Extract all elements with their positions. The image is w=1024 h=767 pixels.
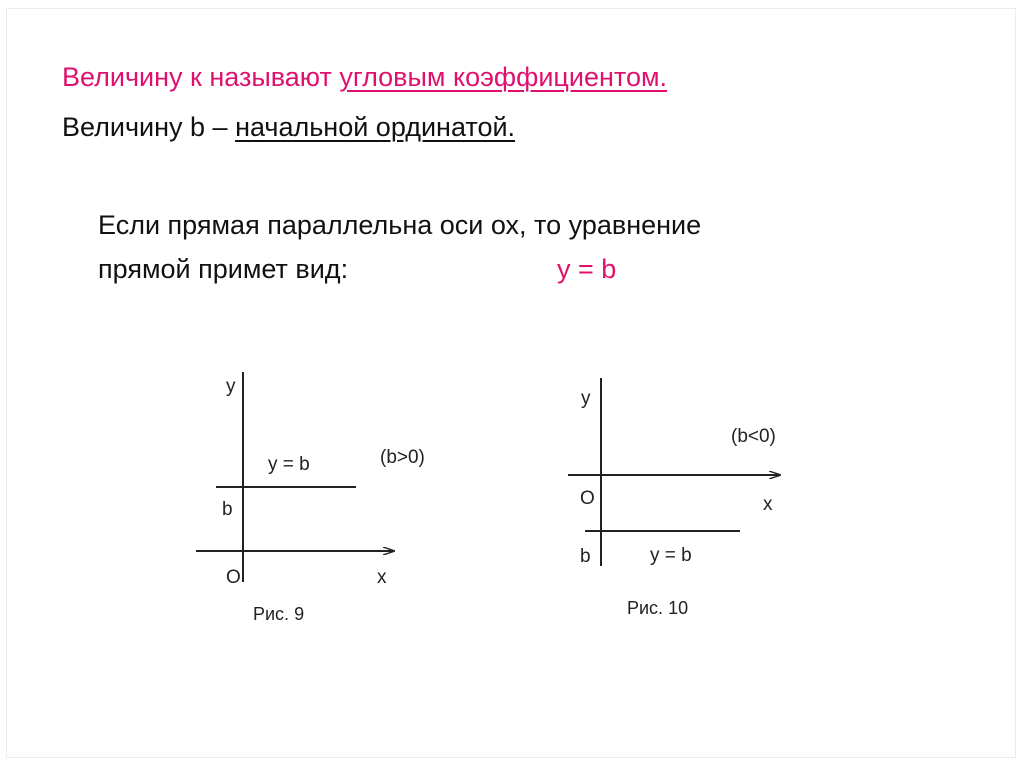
- slope-term: угловым коэффициентом.: [339, 62, 668, 92]
- fig10-condition: (b<0): [731, 426, 776, 447]
- intercept-term: начальной ординатой.: [235, 112, 516, 142]
- fig9-origin-label: O: [226, 567, 241, 588]
- fig9-line-label: y = b: [268, 454, 310, 475]
- fig9-caption: Рис. 9: [253, 604, 305, 624]
- parallel-statement-line1: Если прямая параллельна оси ох, то уравнение: [98, 210, 702, 240]
- definition-slope-prefix: Величину к называют: [62, 62, 340, 92]
- figure-9: [196, 372, 425, 624]
- fig10-line-label: y = b: [650, 545, 692, 566]
- fig10-y-label: y: [581, 388, 591, 409]
- figure-10: [568, 378, 780, 618]
- fig10-x-label: x: [763, 494, 773, 515]
- fig10-origin-label: O: [580, 488, 595, 509]
- fig9-y-label: y: [226, 376, 236, 397]
- fig10-caption: Рис. 10: [627, 598, 689, 618]
- definition-intercept-prefix: Величину b –: [62, 112, 236, 142]
- parallel-statement-line2: прямой примет вид:: [98, 254, 349, 284]
- fig9-b-label: b: [222, 499, 233, 520]
- formula-y-equals-b: y = b: [557, 254, 617, 284]
- fig10-b-label: b: [580, 546, 591, 567]
- fig9-condition: (b>0): [380, 447, 425, 468]
- fig9-x-label: x: [377, 567, 387, 588]
